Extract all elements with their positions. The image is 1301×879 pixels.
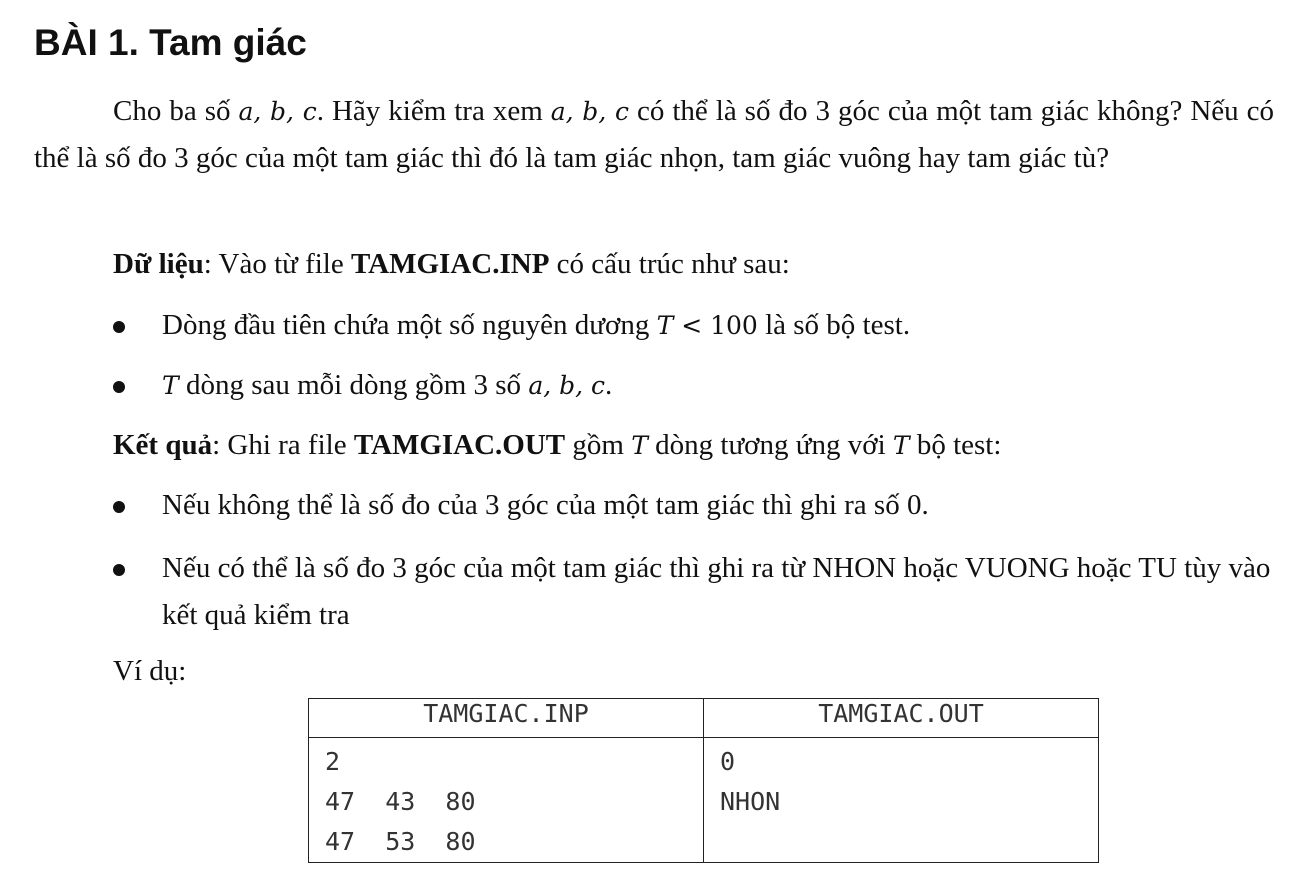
table-row: [309, 738, 1099, 863]
input-line: 47 43 80: [325, 787, 476, 816]
bullet-dot: [113, 501, 125, 513]
list-item-text: Nếu có thể là số đo 3 góc của một tam giác thì ghi ra từ NHON hoặc VUONG hoặc TU tùy vào kết quả kiểm tra: [162, 552, 1271, 631]
input-line: 2: [325, 747, 341, 776]
output-heading: Kết quả: Ghi ra file TAMGIAC.OUT gồm T dòng tương ứng với T bộ test:: [113, 429, 1002, 461]
math-abc: a, b, c: [550, 97, 629, 126]
example-table: [308, 698, 1099, 863]
table-header-row: [309, 699, 1099, 738]
bullet-dot: [113, 321, 125, 333]
input-heading: Dữ liệu: Vào từ file TAMGIAC.INP có cấu trúc như sau:: [113, 248, 790, 280]
bullet-dot: [113, 564, 125, 576]
problem-title: BÀI 1. Tam giác: [34, 22, 307, 63]
input-filename: TAMGIAC.INP: [350, 248, 550, 280]
problem-statement: Cho ba số a, b, c. Hãy kiểm tra xem a, b, c có thể là số đo 3 góc của một tam giác không? Nếu có thể là số đo 3 góc của một tam giác thì đó là tam giác nhọn, tam giác vuông hay tam giác tù?: [34, 95, 1275, 174]
bullet-dot: [113, 381, 125, 393]
output-label: Kết quả: [113, 429, 213, 461]
output-file-header: TAMGIAC.OUT: [704, 699, 1099, 738]
input-cell: [309, 738, 704, 863]
list-item-text: Dòng đầu tiên chứa một số nguyên dương T < 100 là số bộ test.: [162, 309, 911, 341]
output-line: NHON: [720, 787, 781, 816]
list-item-text: T dòng sau mỗi dòng gồm 3 số a, b, c.: [162, 369, 613, 401]
example-label: Ví dụ:: [113, 655, 187, 687]
output-line: 0: [720, 747, 736, 776]
input-line: 47 53 80: [325, 827, 476, 856]
math-abc: a, b, c: [238, 97, 317, 126]
output-filename: TAMGIAC.OUT: [353, 429, 566, 461]
output-cell: [704, 738, 1099, 863]
input-file-header: TAMGIAC.INP: [309, 699, 704, 738]
list-item-text: Nếu không thể là số đo của 3 góc của một tam giác thì ghi ra số 0.: [162, 489, 929, 521]
input-label: Dữ liệu: [113, 248, 204, 280]
